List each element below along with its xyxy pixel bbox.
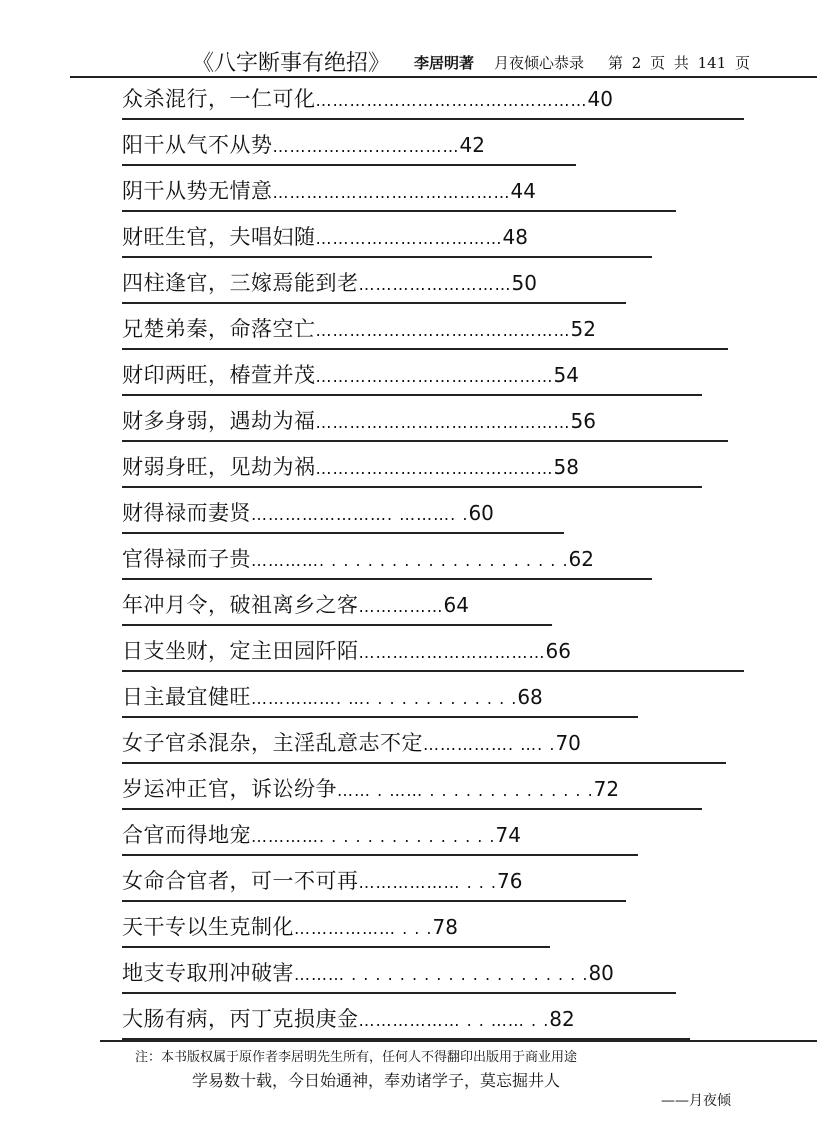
toc-entry[interactable] [122, 676, 638, 718]
toc-entry-page: 52 [570, 317, 596, 341]
page-header [0, 40, 817, 78]
toc-entry-title: 兄楚弟秦，命落空亡 [122, 317, 316, 341]
toc-entry-page: 54 [553, 363, 579, 387]
toc-entry-leader: ……………………. ………. . [251, 505, 469, 524]
toc-entry-title: 女命合官者，可一不可再 [122, 869, 359, 893]
toc-entry-leader: ……………………… [358, 275, 512, 294]
footer-motto: 学易数十载，今日始通神，奉劝诸学子，莫忘掘井人 [192, 1071, 561, 1090]
toc-entry-leader: …… . …… . . . . . . . . . . . . . . [337, 781, 594, 800]
toc-entry-leader: …………………………… [315, 229, 503, 248]
toc-entry-leader: …………………………………… [315, 367, 554, 386]
toc-entry-leader: …………………………………… [315, 459, 554, 478]
toc-entry[interactable] [122, 630, 744, 672]
toc-entry-title: 众杀混行，一仁可化 [122, 87, 316, 111]
toc-entry-title: 女子官杀混杂，主淫乱意志不定 [122, 731, 423, 755]
toc-entry-title: 天干专以生克制化 [122, 915, 294, 939]
page-indicator: 第 2 页 共 141 页 [608, 54, 751, 72]
toc-entry[interactable] [122, 538, 652, 580]
toc-entry-leader: …………. . . . . . . . . . . . . . . . . . . . . [251, 551, 569, 570]
toc-entry-page: 50 [511, 271, 537, 295]
toc-entry-page: 70 [555, 731, 581, 755]
toc-entry[interactable] [122, 308, 728, 350]
toc-entry[interactable] [122, 262, 626, 304]
toc-entry[interactable] [122, 952, 676, 994]
toc-entry-leader: ……………… . . …… . . [358, 1011, 550, 1030]
toc-entry-page: 64 [443, 593, 469, 617]
toc-entry[interactable] [122, 492, 564, 534]
toc-entry-page: 74 [495, 823, 521, 847]
toc-entry-page: 82 [549, 1007, 575, 1031]
toc-entry-leader: ……………… . . . [358, 873, 498, 892]
toc-entry-page: 60 [468, 501, 494, 525]
toc-entry-title: 日主最宜健旺 [122, 685, 251, 709]
toc-entry[interactable] [122, 722, 726, 764]
toc-entry-leader: ……………. …. . . . . . . . . . . . . [251, 689, 518, 708]
book-title: 《八字断事有绝招》 [192, 51, 391, 76]
toc-entry-page: 44 [510, 179, 536, 203]
toc-entry-leader: …………. . . . . . . . . . . . . . . [251, 827, 496, 846]
copyright-notice: 注：本书版权属于原作者李居明先生所有，任何人不得翻印出版用于商业用途 [135, 1050, 578, 1065]
toc-entry[interactable] [122, 906, 550, 948]
toc-entry-title: 阴干从势无情意 [122, 179, 273, 203]
toc-entry-page: 62 [568, 547, 594, 571]
toc-entry-page: 78 [432, 915, 458, 939]
toc-entry-page: 48 [502, 225, 528, 249]
toc-entry-page: 40 [587, 87, 613, 111]
toc-entry-leader: ……………… . . . [294, 919, 433, 938]
toc-entry-title: 阳干从气不从势 [122, 133, 273, 157]
author-name: 李居明著 [414, 54, 475, 72]
toc-entry-leader: …………………………………… [272, 183, 511, 202]
toc-entry-page: 80 [588, 961, 614, 985]
toc-entry[interactable] [122, 860, 626, 902]
toc-entry-title: 财得禄而妻贤 [122, 501, 251, 525]
footer-signature: ——月夜倾 [661, 1093, 731, 1109]
toc-entry[interactable] [122, 814, 638, 856]
toc-entry[interactable] [122, 998, 690, 1040]
toc-entry-page: 42 [459, 133, 485, 157]
toc-entry-leader: …………………………… [272, 137, 460, 156]
toc-entry-leader: ……… . . . . . . . . . . . . . . . . . . . . [294, 965, 589, 984]
toc-entry-leader: ……………. …. . [423, 735, 556, 754]
toc-entry-page: 68 [517, 685, 543, 709]
toc-entry-page: 58 [553, 455, 579, 479]
toc-entry-page: 66 [545, 639, 571, 663]
toc-entry-title: 合官而得地宠 [122, 823, 251, 847]
toc-entry-leader: ……………………………………… [315, 413, 571, 432]
toc-entry-title: 财旺生官，夫唱妇随 [122, 225, 316, 249]
toc-entry-title: 岁运冲正官，诉讼纷争 [122, 777, 337, 801]
toc-entry-title: 官得禄而子贵 [122, 547, 251, 571]
toc-entry[interactable] [122, 354, 702, 396]
toc-entry-leader: ………………………………………… [315, 91, 588, 110]
toc-entry-leader: …………………………… [358, 643, 546, 662]
toc-entry-leader: …………… [358, 597, 444, 616]
toc-entry-page: 56 [570, 409, 596, 433]
toc-entry[interactable] [122, 170, 676, 212]
toc-entry-page: 76 [497, 869, 523, 893]
transcriber-credit: 月夜倾心恭录 [494, 54, 585, 72]
toc-entry[interactable] [122, 584, 552, 626]
toc-entry[interactable] [122, 124, 576, 166]
toc-entry[interactable] [122, 400, 728, 442]
toc-entry-title: 四柱逢官，三嫁焉能到老 [122, 271, 359, 295]
toc-entry-title: 地支专取刑冲破害 [122, 961, 294, 985]
footer-divider [100, 1040, 817, 1042]
toc-entry-title: 年冲月令，破祖离乡之客 [122, 593, 359, 617]
toc-entry-title: 财弱身旺，见劫为祸 [122, 455, 316, 479]
toc-entry-title: 日支坐财，定主田园阡陌 [122, 639, 359, 663]
toc-entry-title: 财多身弱，遇劫为福 [122, 409, 316, 433]
toc-entry-title: 大肠有病，丙丁克损庚金 [122, 1007, 359, 1031]
toc-entry-title: 财印两旺，椿萱并茂 [122, 363, 316, 387]
toc-entry-leader: ……………………………………… [315, 321, 571, 340]
toc-entry[interactable] [122, 78, 744, 120]
toc-entry[interactable] [122, 216, 652, 258]
toc-entry[interactable] [122, 768, 702, 810]
toc-entry-page: 72 [593, 777, 620, 801]
toc-entry[interactable] [122, 446, 702, 488]
